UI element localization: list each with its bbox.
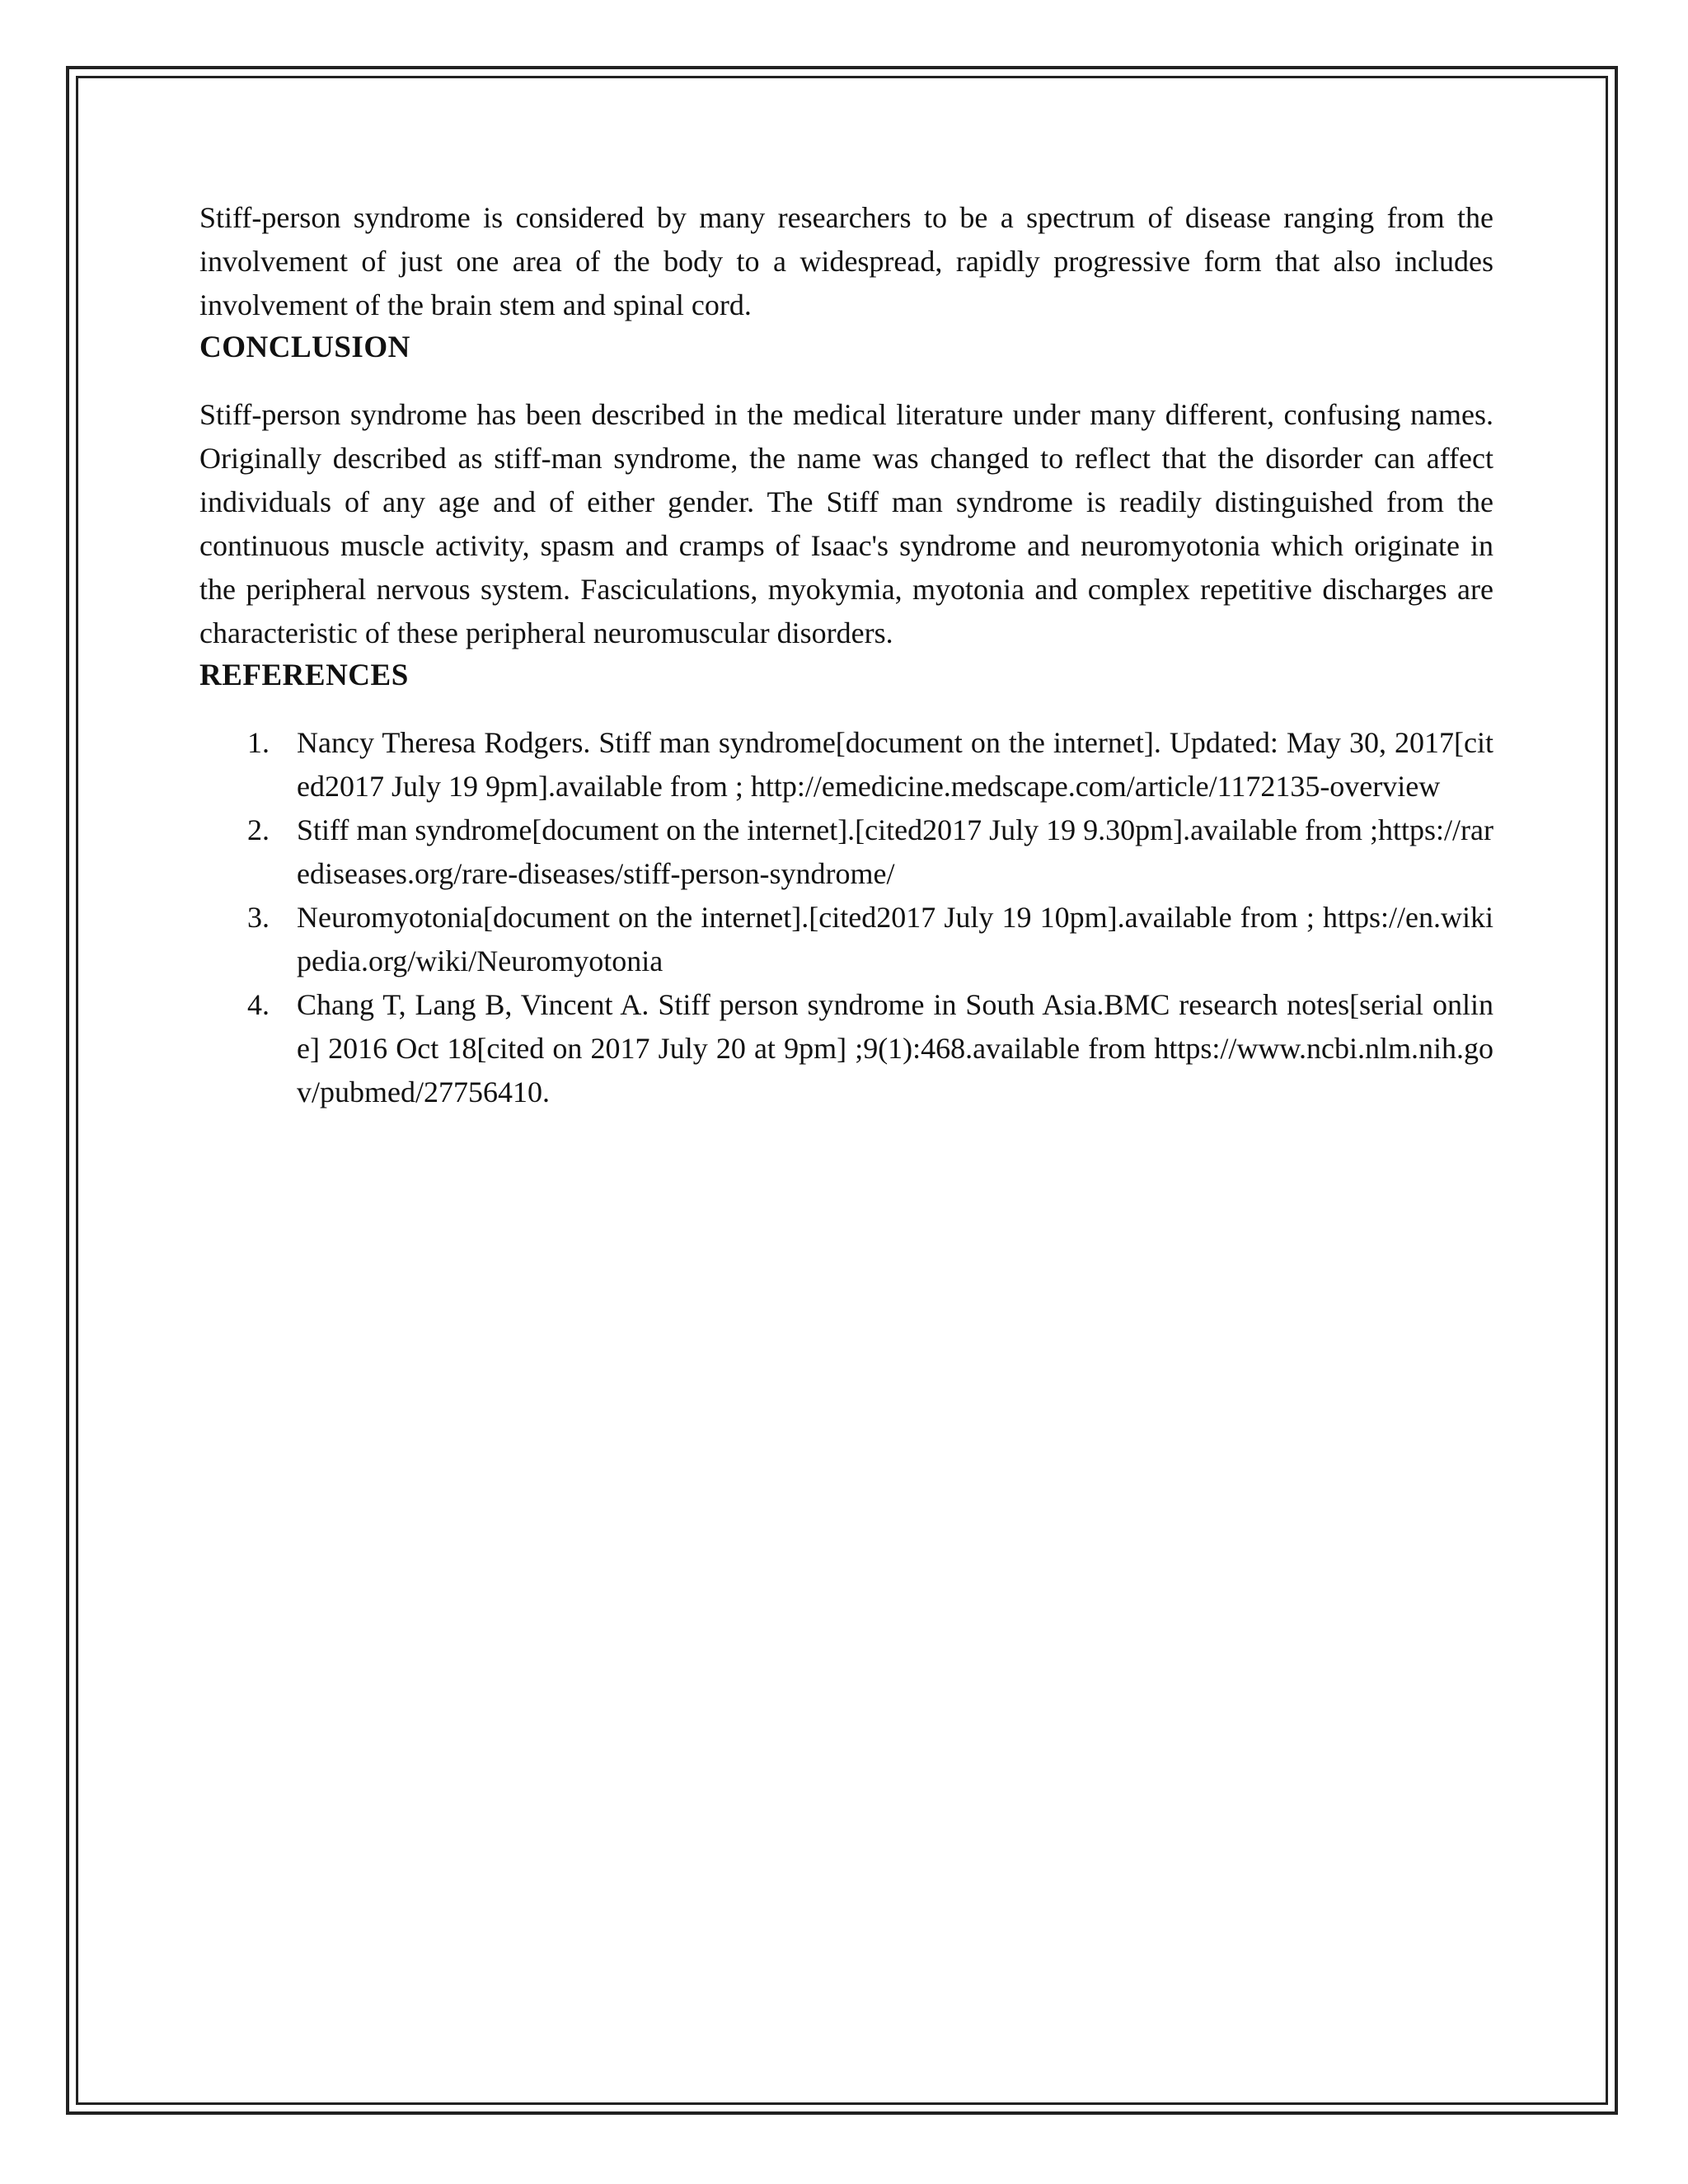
reference-text: Neuromyotonia[document on the internet].[cited2017 July 19 10pm].available from ; https://en.wikipedia.org/wiki/Neuromyotonia (297, 901, 1493, 977)
reference-number: 1. (247, 726, 270, 759)
references-section (199, 655, 1493, 1114)
references-list (199, 721, 1493, 1114)
conclusion-section (199, 327, 1493, 655)
reference-number: 3. (247, 901, 270, 934)
reference-text: Nancy Theresa Rodgers. Stiff man syndrome[document on the internet]. Updated: May 30, 2017[cited2017 July 19 9pm].available from ; http://emedicine.medscape.com/article/1172135-overview (297, 726, 1493, 803)
reference-number: 4. (247, 988, 270, 1021)
references-heading: REFERENCES (199, 658, 409, 692)
reference-text: Stiff man syndrome[document on the internet].[cited2017 July 19 9.30pm].available from ;https://rarediseases.org/rare-diseases/stiff-person-syndrome/ (297, 813, 1494, 890)
document-body (199, 196, 1493, 1114)
reference-item (199, 896, 1493, 983)
conclusion-paragraph: Stiff-person syndrome has been described in the medical literature under many different, confusing names. Originally described as stiff-man syndrome, the name was changed to reflect that the disorder can affect individuals of any age and of either gender. The Stiff man syndrome is readily distinguished from the continuous muscle activity, spasm and cramps of Isaac's syndrome and neuromyotonia which originate in the peripheral nervous system. Fasciculations, myokymia, myotonia and complex repetitive discharges are characteristic of these peripheral neuromuscular disorders. (199, 398, 1493, 649)
conclusion-heading: CONCLUSION (199, 330, 410, 364)
reference-text: Chang T, Lang B, Vincent A. Stiff person syndrome in South Asia.BMC research notes[serial online] 2016 Oct 18[cited on 2017 July 20 at 9pm] ;9(1):468.available from https://www.ncbi.nlm.nih.gov/pubmed/27756410. (297, 988, 1493, 1108)
reference-number: 2. (247, 813, 270, 846)
reference-item (199, 721, 1493, 808)
reference-item (199, 983, 1493, 1114)
reference-item (199, 808, 1493, 896)
intro-paragraph: Stiff-person syndrome is considered by many researchers to be a spectrum of disease ranging from the involvement of just one area of the body to a widespread, rapidly progressive form that also includes involvement of the brain stem and spinal cord. (199, 201, 1493, 321)
